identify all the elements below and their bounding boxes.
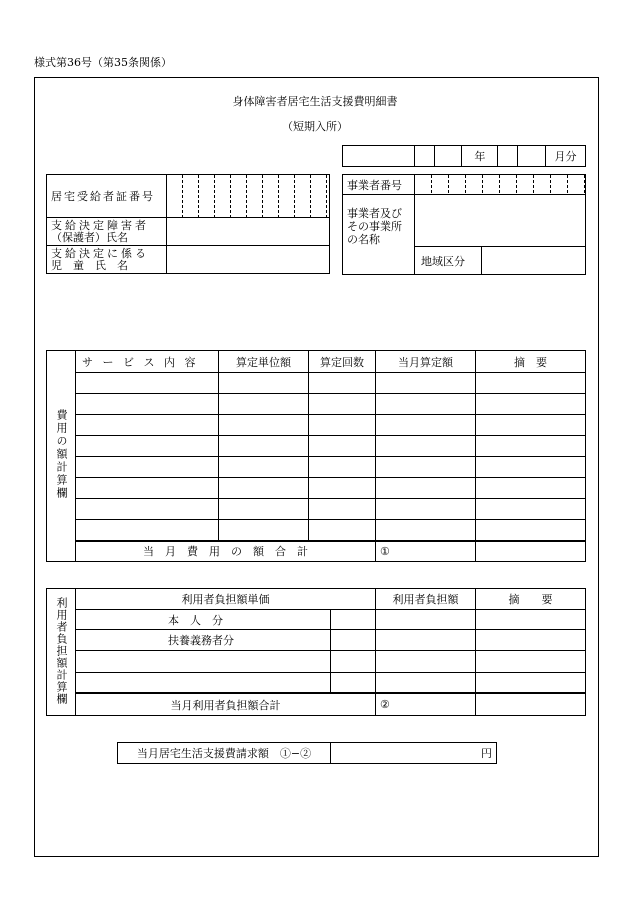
table-row (47, 394, 586, 415)
table-row (47, 436, 586, 457)
cert-number-cells[interactable] (167, 175, 330, 218)
cost-header-unit: 算定単位額 (236, 355, 291, 369)
provider-name-label-3: の名称 (347, 233, 380, 246)
table-row (47, 415, 586, 436)
child-name-field[interactable] (167, 246, 330, 274)
table-row (47, 672, 586, 693)
cost-header-count: 算定回数 (320, 355, 364, 369)
claim-unit: 円 (481, 747, 492, 760)
burden-header-note: 摘 要 (508, 593, 553, 607)
cost-header-note: 摘 要 (514, 355, 547, 369)
burden-side-label: 利用者負担額計算欄 (55, 596, 68, 705)
cost-total-label: 当 月 費 用 の 額 合 計 (143, 545, 308, 559)
guardian-label-2: （保護者）氏名 (51, 230, 128, 244)
table-row (47, 457, 586, 478)
burden-row-supporter: 扶養義務者分 (168, 634, 234, 648)
cost-table (46, 350, 586, 562)
claim-label: 当月居宅生活支援費請求額 ①−② (136, 747, 312, 760)
provider-number-label: 事業者番号 (347, 178, 402, 192)
date-box (342, 145, 586, 167)
child-label-1: 支給決定に係る (51, 246, 149, 260)
claim-amount-field[interactable] (331, 743, 497, 764)
cert-label: 居宅受給者証番号 (51, 190, 155, 203)
burden-total-note[interactable] (476, 693, 586, 715)
recipient-box (46, 174, 330, 274)
form-title: 身体障害者居宅生活支援費明細書 (232, 95, 398, 108)
table-row (47, 520, 586, 541)
burden-total-label: 当月利用者負担額合計 (170, 698, 281, 712)
child-label-2: 児 童 氏 名 (51, 258, 128, 272)
cost-header-amount: 当月算定額 (398, 355, 453, 369)
cost-header-service: サ ー ビ ス 内 容 (82, 355, 199, 369)
table-row (47, 478, 586, 499)
area-field[interactable] (482, 247, 585, 274)
table-row (47, 651, 586, 672)
provider-name-label-2: その事業所 (347, 220, 402, 233)
burden-header-unit-price: 利用者負担額単価 (181, 593, 270, 607)
cost-total-note[interactable] (476, 541, 586, 562)
cost-side-label: 費用の額計算欄 (55, 409, 68, 500)
guardian-name-field[interactable] (167, 218, 330, 246)
era-cell[interactable] (343, 146, 415, 167)
burden-total-mark: ② (380, 698, 390, 712)
month-label: 月分 (554, 150, 577, 163)
burden-row-self: 本 人 分 (168, 613, 223, 627)
cost-total-mark: ① (380, 544, 390, 558)
table-row (47, 499, 586, 520)
form-number: 様式第36号（第35条関係） (34, 56, 172, 69)
year-label: 年 (474, 150, 486, 163)
provider-number-cells[interactable] (415, 175, 586, 195)
table-row (47, 373, 586, 394)
burden-table (46, 588, 586, 716)
claim-box (117, 742, 497, 764)
guardian-label-1: 支給決定障害者 (51, 218, 149, 232)
provider-box (342, 174, 586, 275)
form-subtitle: （短期入所） (282, 120, 348, 133)
area-label: 地域区分 (421, 254, 465, 268)
provider-name-field[interactable] (415, 195, 586, 247)
burden-header-amount: 利用者負担額 (392, 593, 459, 607)
provider-name-label-1: 事業者及び (347, 207, 402, 220)
